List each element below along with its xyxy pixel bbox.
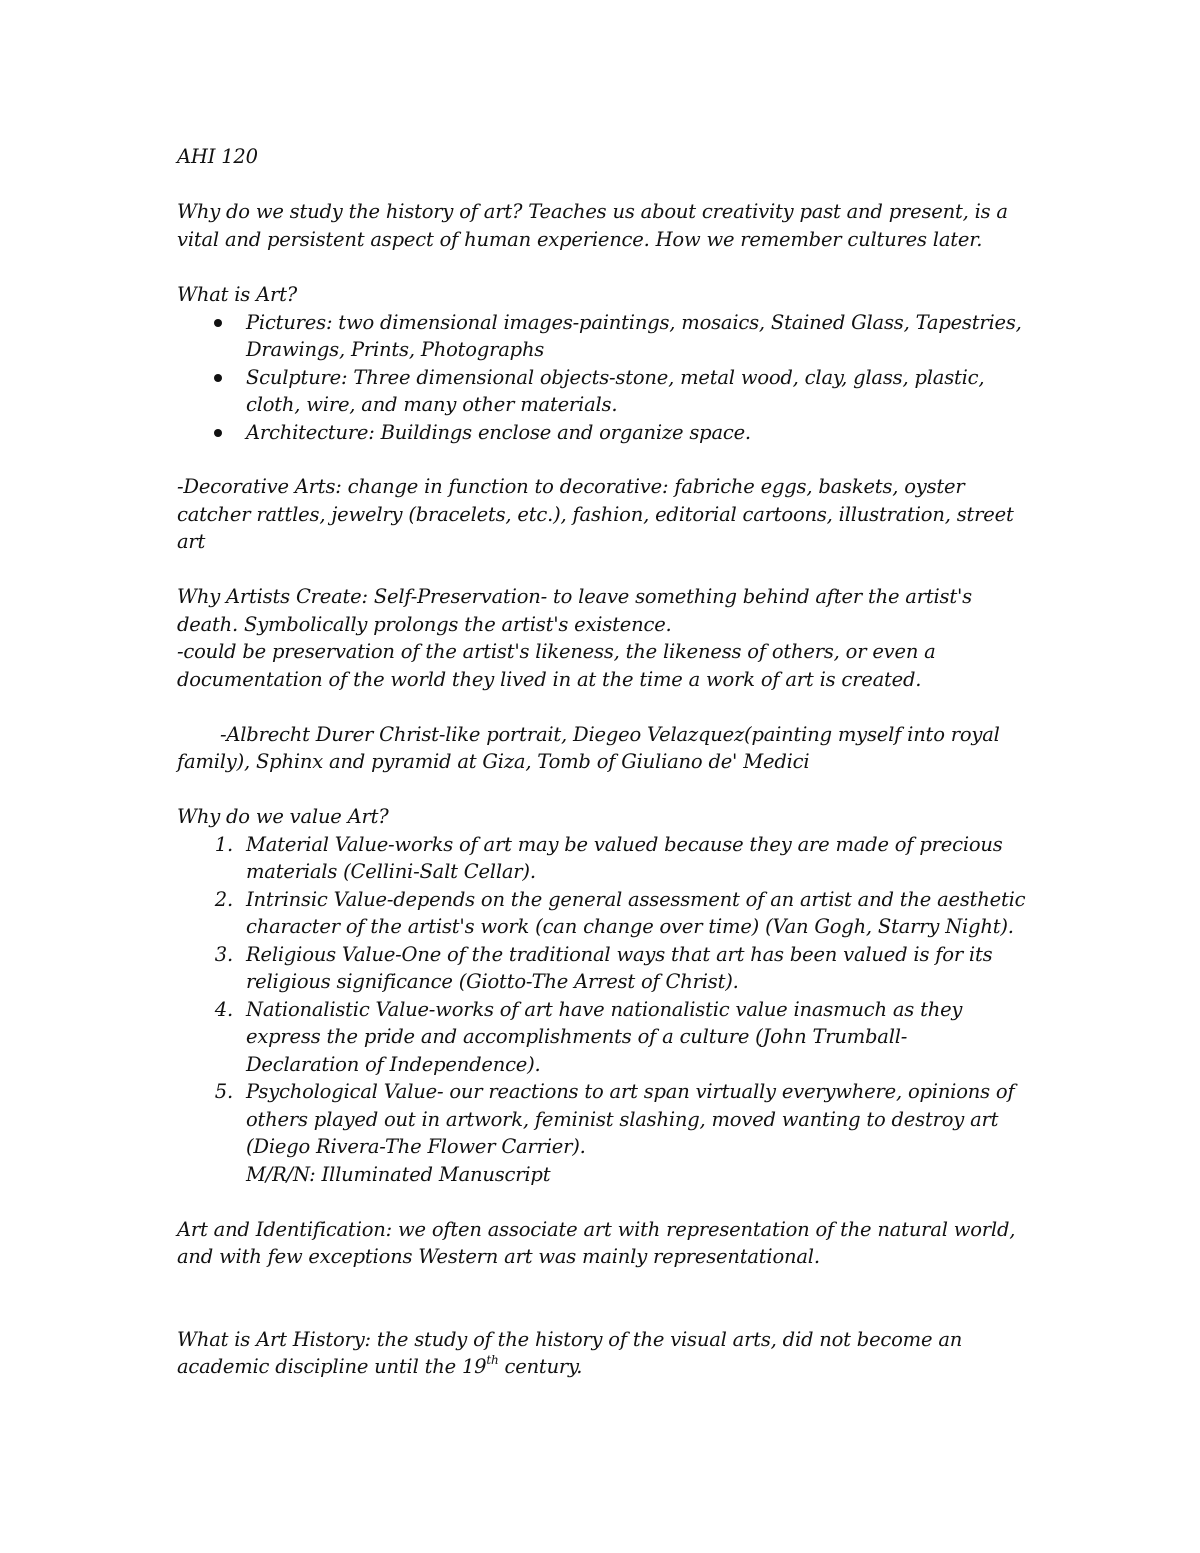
intro-line: Why do we study the history of art? Teaches us about creativity past and present, is a (177, 200, 1008, 223)
bullet-text: Sculpture: Three dimensional objects-stone, metal wood, clay, glass, plastic, (246, 366, 985, 389)
list-number: 2. (214, 888, 233, 911)
list-item-text: materials (Cellini-Salt Cellar). (246, 860, 536, 883)
bullet-text: cloth, wire, and many other materials. (246, 393, 618, 416)
ordinal-superscript: th (486, 1352, 499, 1367)
art-history-text: century. (498, 1355, 583, 1378)
examples-line: -Albrecht Durer Christ-like portrait, Diegeo Velazquez(painting myself into royal (220, 723, 1000, 746)
list-item-text: Religious Value-One of the traditional ways that art has been valued is for its (246, 943, 993, 966)
bullet-marker (214, 429, 222, 437)
bullet-text: Drawings, Prints, Photographs (246, 338, 545, 361)
bullet-marker (214, 374, 222, 382)
what-is-art-heading: What is Art? (177, 283, 297, 306)
list-number: 5. (214, 1080, 233, 1103)
bullet-text: Pictures: two dimensional images-paintings, mosaics, Stained Glass, Tapestries, (246, 311, 1022, 334)
why-create-line: death. Symbolically prolongs the artist's existence. (177, 613, 672, 636)
list-item-text: character of the artist's work (can change over time) (Van Gogh, Starry Night). (246, 915, 1014, 938)
list-number: 1. (214, 833, 233, 856)
art-history-line (177, 1353, 582, 1381)
list-item-text: Intrinsic Value-depends on the general assessment of an artist and the aesthetic (246, 888, 1026, 911)
list-item-text: express the pride and accomplishments of a culture (John Trumball- (246, 1025, 908, 1048)
list-item-text: Material Value-works of art may be valued because they are made of precious (246, 833, 1003, 856)
decorative-arts-line: catcher rattles, jewelry (bracelets, etc.), fashion, editorial cartoons, illustration, street (177, 503, 1014, 526)
why-create-line: -could be preservation of the artist's likeness, the likeness of others, or even a (177, 640, 936, 663)
identification-line: and with few exceptions Western art was mainly representational. (177, 1245, 820, 1268)
examples-line: family), Sphinx and pyramid at Giza, Tomb of Giuliano de' Medici (177, 750, 810, 773)
intro-line: vital and persistent aspect of human experience. How we remember cultures later. (177, 228, 983, 251)
list-item-text: others played out in artwork, feminist slashing, moved wanting to destroy art (246, 1108, 999, 1131)
value-heading: Why do we value Art? (177, 805, 389, 828)
art-history-text: academic discipline until the 19 (177, 1355, 487, 1378)
list-number: 3. (214, 943, 233, 966)
list-item-text: Declaration of Independence). (246, 1053, 541, 1076)
list-item-text: Psychological Value- our reactions to art span virtually everywhere, opinions of (246, 1080, 1015, 1103)
bullet-text: Architecture: Buildings enclose and organize space. (246, 421, 751, 444)
list-number: 4. (214, 998, 233, 1021)
art-history-line: What is Art History: the study of the history of the visual arts, did not become an (177, 1328, 963, 1351)
why-create-line: documentation of the world they lived in at the time a work of art is created. (177, 668, 922, 691)
list-item-text: (Diego Rivera-The Flower Carrier). (246, 1135, 586, 1158)
list-item-text: Nationalistic Value-works of art have nationalistic value inasmuch as they (246, 998, 963, 1021)
course-title: AHI 120 (177, 145, 258, 168)
why-create-line: Why Artists Create: Self-Preservation- to leave something behind after the artist's (177, 585, 972, 608)
identification-line: Art and Identification: we often associate art with representation of the natural world, (177, 1218, 1016, 1241)
decorative-arts-line: art (177, 530, 206, 553)
decorative-arts-line: -Decorative Arts: change in function to decorative: fabriche eggs, baskets, oyster (177, 475, 965, 498)
bullet-marker (214, 319, 222, 327)
list-item-text: religious significance (Giotto-The Arrest of Christ). (246, 970, 739, 993)
list-item-text: M/R/N: Illuminated Manuscript (246, 1163, 551, 1186)
